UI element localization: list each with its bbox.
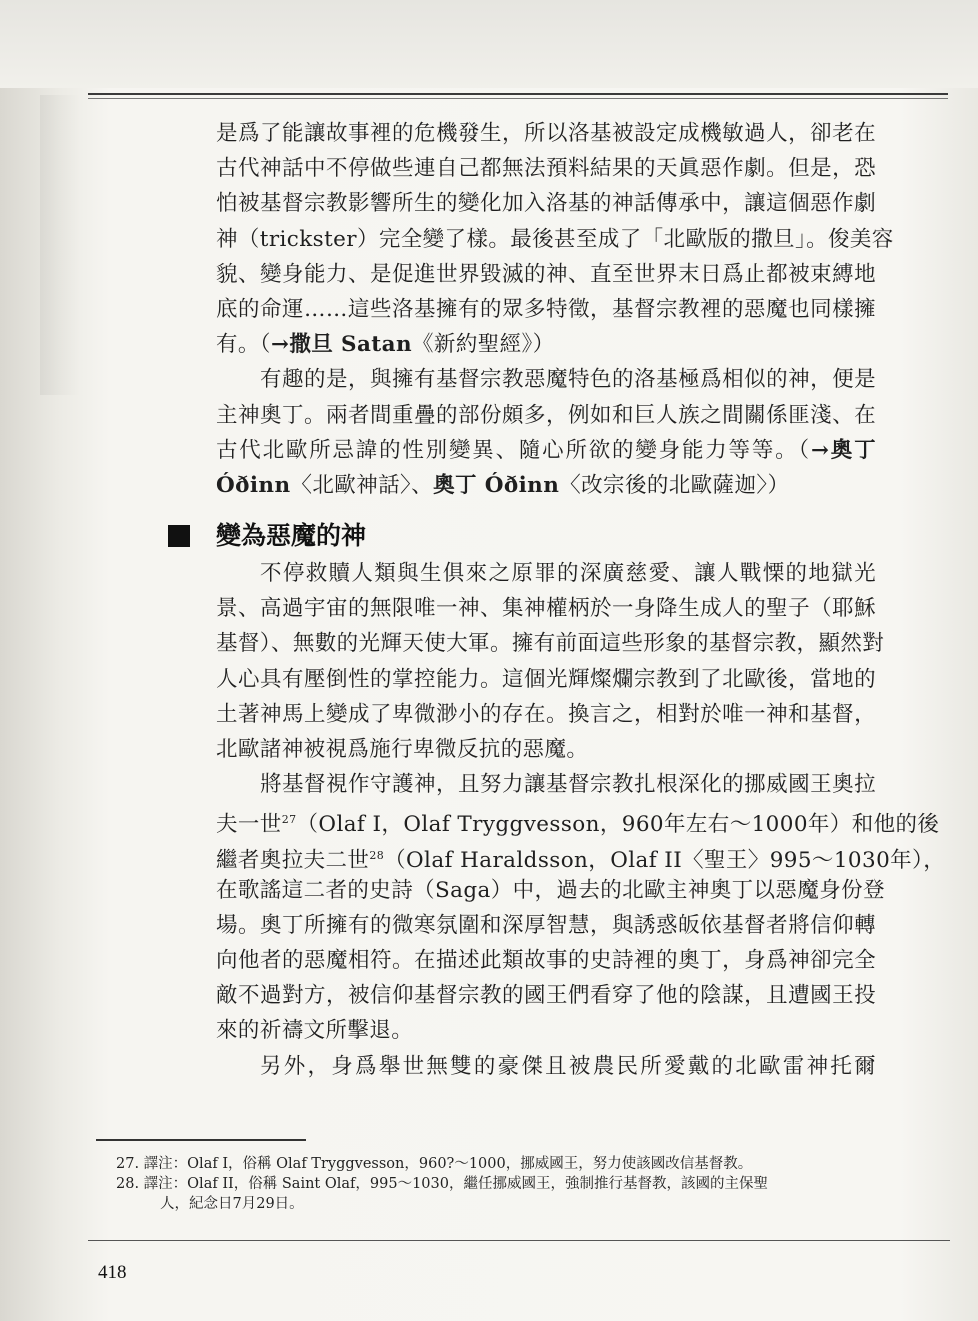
text-fragment: （Olaf Haraldsson，Olaf II〈聖王〉995～1030年），: [384, 847, 946, 873]
text-line: 古代神話中不停做些連自己都無法預料結果的天眞惡作劇。但是，恐: [216, 156, 876, 182]
footnote-28-continuation: 人，紀念日7月29日。: [160, 1196, 304, 1212]
section-heading: [168, 516, 868, 556]
text-line: 主神奧丁。兩者間重疊的部份頗多，例如和巨人族之間關係匪淺、在: [216, 402, 876, 428]
text-line: 將基督視作守護神，且努力讓基督宗教扎根深化的挪威國王奧拉: [260, 772, 876, 798]
text-line: [216, 838, 946, 873]
text-line: 底的命運……這些洛基擁有的眾多特徵，基督宗教裡的惡魔也同樣擁: [216, 296, 876, 322]
paragraph-2: [216, 362, 876, 503]
footnote-marker-28: 28: [369, 848, 385, 862]
header-rule-thin: [88, 98, 948, 99]
text-line: [216, 433, 876, 468]
page-number: 418: [98, 1262, 127, 1283]
text-line: 人心具有壓倒性的掌控能力。這個光輝燦爛宗教到了北歐後，當地的: [216, 666, 876, 692]
text-line: 景、高過宇宙的無限唯一神、集神權柄於一身降生成人的聖子（耶穌: [216, 596, 876, 622]
paragraph-5: [216, 1049, 876, 1084]
text-fragment: 〈改宗後的北歐薩迦〉）: [559, 472, 790, 498]
top-margin: [0, 0, 978, 88]
text-line: 怕被基督宗教影響所生的變化加入洛基的神話傳承中，讓這個惡作劇: [216, 191, 876, 217]
text-line: 有趣的是，與擁有基督宗教惡魔特色的洛基極爲相似的神，便是: [260, 367, 876, 393]
header-rule: [88, 93, 948, 95]
spine-shadow: [40, 95, 80, 395]
text-line: 神（trickster）完全變了樣。最後甚至成了「北歐版的撒旦」。俊美容: [216, 226, 894, 252]
cross-reference-odin: →奧丁: [810, 437, 876, 463]
text-line: 敵不過對方，被信仰基督宗教的國王們看穿了他的陰謀，且遭國王投: [216, 983, 876, 1009]
footnote-rule: [96, 1139, 306, 1141]
section-heading-text: 變為惡魔的神: [216, 521, 367, 550]
paragraph-4: [216, 767, 946, 1049]
body-section-1: [216, 116, 894, 503]
footnote-27: 27. 譯注：Olaf I，俗稱 Olaf Tryggvesson，960?～1000，挪威國王，努力使該國改信基督教。: [116, 1156, 753, 1172]
text-line: [216, 802, 940, 838]
body-section-2: [216, 556, 946, 1084]
text-line: 北歐諸神被視爲施行卑微反抗的惡魔。: [216, 736, 589, 762]
text-fragment: 有。（: [216, 332, 271, 358]
text-fragment: 《新約聖經》）: [412, 332, 555, 358]
text-fragment: 夫一世: [216, 812, 282, 838]
text-line: 場。奧丁所擁有的微寒氛圍和深厚智慧，與誘惑皈依基督者將信仰轉: [216, 912, 876, 938]
text-line: 基督）、無數的光輝天使大軍。擁有前面這些形象的基督宗教，顯然對: [216, 631, 885, 657]
text-line: 在歌謠這二者的史詩（Saga）中，過去的北歐主神奧丁以惡魔身份登: [216, 877, 885, 903]
cross-reference-satan: →撒旦 Satan: [270, 332, 413, 358]
text-line: 向他者的惡魔相符。在描述此類故事的史詩裡的奧丁，身爲神卻完全: [216, 948, 876, 974]
text-line: 來的祈禱文所擊退。: [216, 1018, 414, 1044]
text-line: [216, 468, 876, 503]
bottom-rule: [88, 1240, 950, 1241]
text-fragment: 古代北歐所忌諱的性別變異、隨心所欲的變身能力等等。（: [216, 437, 811, 463]
text-fragment: 〈北歐神話〉、: [290, 472, 434, 498]
text-line: 另外，身爲舉世無雙的豪傑且被農民所愛戴的北歐雷神托爾: [260, 1053, 876, 1079]
footnote-28: 28. 譯注：Olaf II，俗稱 Saint Olaf，995～1030，繼任挪威國王，強制推行基督教，該國的主保聖: [116, 1176, 768, 1192]
cross-reference-odin-2: 奧丁 Óðinn: [433, 472, 560, 498]
footnote-marker-27: 27: [281, 813, 297, 827]
text-line: 土著神馬上變成了卑微渺小的存在。換言之，相對於唯一神和基督，: [216, 701, 876, 727]
text-line: 貌、變身能力、是促進世界毀滅的神、直至世界末日爲止都被束縛地: [216, 261, 876, 287]
paragraph-3: [216, 556, 885, 767]
paragraph-1: [216, 116, 894, 362]
text-line: [216, 327, 876, 362]
footnotes: [116, 1154, 876, 1214]
cross-reference-odin-name: Óðinn: [216, 472, 291, 498]
text-line: 不停救贖人類與生俱來之原罪的深廣慈愛、讓人戰慄的地獄光: [260, 561, 876, 586]
heading-square-icon: [168, 525, 190, 547]
text-fragment: （Olaf I，Olaf Tryggvesson，960年左右～1000年）和他的後: [296, 812, 940, 838]
text-fragment: 繼者奧拉夫二世: [216, 847, 370, 873]
text-line: 是爲了能讓故事裡的危機發生，所以洛基被設定成機敏過人，卻老在: [216, 121, 876, 146]
